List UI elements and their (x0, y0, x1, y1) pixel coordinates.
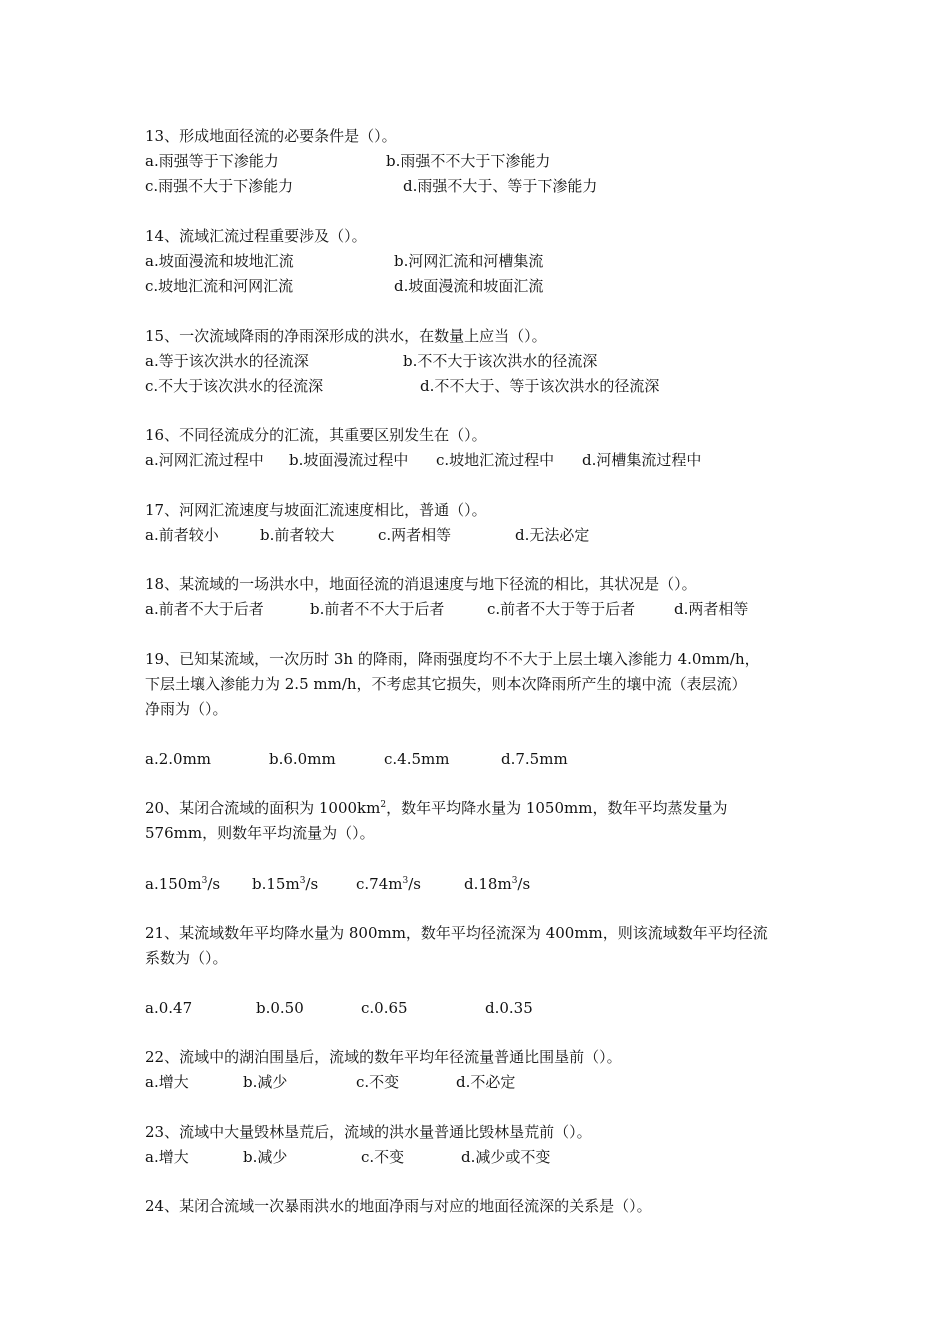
question-20-option-a-pre: a.150m (145, 875, 202, 893)
question-14-option-c: c.坡地汇流和河网汇流 (145, 277, 294, 295)
question-14-stem: 14、流域汇流过程重要涉及（）。 (145, 227, 367, 245)
question-16-option-c: c.坡地汇流过程中 (436, 451, 555, 469)
question-23-option-a: a.增大 (145, 1148, 189, 1166)
question-20-option-a (145, 874, 220, 894)
question-20-option-b-sup: 3 (299, 876, 306, 886)
question-21-line-2: 系数为（）。 (145, 949, 228, 967)
question-16-stem: 16、不同径流成分的汇流，其重要区别发生在（）。 (145, 426, 487, 444)
question-22-option-b: b.减少 (243, 1073, 288, 1091)
question-17-stem: 17、河网汇流速度与坡面汇流速度相比，普通（）。 (145, 501, 487, 519)
question-13-option-a: a.雨强等于下渗能力 (145, 152, 279, 170)
question-22-option-a: a.增大 (145, 1073, 189, 1091)
question-18-option-b: b.前者不不大于后者 (310, 600, 445, 618)
question-14-option-b: b.河网汇流和河槽集流 (394, 252, 544, 270)
question-16-option-d: d.河槽集流过程中 (582, 451, 702, 469)
question-16-option-b: b.坡面漫流过程中 (289, 451, 409, 469)
question-20-option-b-post: /s (305, 875, 319, 893)
question-16-option-a: a.河网汇流过程中 (145, 451, 264, 469)
question-20-option-c-pre: c.74m (356, 875, 403, 893)
question-15-option-a: a.等于该次洪水的径流深 (145, 352, 309, 370)
question-20-option-a-post: /s (207, 875, 221, 893)
question-20-line-1-pre: 20、某闭合流域的面积为 1000km (145, 799, 381, 817)
question-21-option-a: a.0.47 (145, 999, 193, 1017)
question-13-stem: 13、形成地面径流的必要条件是（）。 (145, 127, 397, 145)
question-19-line-1: 19、已知某流域，一次历时 3h 的降雨，降雨强度均不不大于上层土壤入渗能力 4.0mm/h， (145, 650, 760, 668)
question-14-option-d: d.坡面漫流和坡面汇流 (394, 277, 544, 295)
question-13-option-d: d.雨强不大于、等于下渗能力 (403, 177, 598, 195)
question-13-option-b: b.雨强不不大于下渗能力 (386, 152, 551, 170)
question-17-option-c: c.两者相等 (378, 526, 452, 544)
question-19-option-b: b.6.0mm (269, 750, 336, 768)
question-22-option-c: c.不变 (356, 1073, 400, 1091)
question-22-option-d: d.不必定 (456, 1073, 516, 1091)
question-23-stem: 23、流域中大量毁林垦荒后，流域的洪水量普通比毁林垦荒前（）。 (145, 1123, 592, 1141)
question-23-option-d: d.减少或不变 (461, 1148, 551, 1166)
question-21-option-d: d.0.35 (485, 999, 533, 1017)
question-22-stem: 22、流域中的湖泊围垦后，流域的数年平均年径流量普通比围垦前（）。 (145, 1048, 622, 1066)
question-20-line-1-post: ，数年平均降水量为 1050mm，数年平均蒸发量为 (386, 799, 728, 817)
question-20-line-1 (145, 798, 727, 818)
question-21-option-b: b.0.50 (256, 999, 304, 1017)
question-17-option-b: b.前者较大 (260, 526, 335, 544)
question-19-option-a: a.2.0mm (145, 750, 212, 768)
question-19-line-3: 净雨为（）。 (145, 700, 228, 718)
question-19-option-d: d.7.5mm (501, 750, 568, 768)
question-21-line-1: 21、某流域数年平均降水量为 800mm，数年平均径流深为 400mm，则该流域数年平均径流 (145, 924, 768, 942)
question-20-option-c-post: /s (408, 875, 421, 893)
question-24-stem: 24、某闭合流域一次暴雨洪水的地面净雨与对应的地面径流深的关系是（）。 (145, 1197, 652, 1215)
question-20-option-b (252, 874, 318, 894)
question-21-option-c: c.0.65 (361, 999, 408, 1017)
question-13-option-c: c.雨强不大于下渗能力 (145, 177, 294, 195)
question-17-option-a: a.前者较小 (145, 526, 219, 544)
question-20-option-b-pre: b.15m (252, 875, 300, 893)
question-18-option-c: c.前者不大于等于后者 (487, 600, 636, 618)
question-18-option-a: a.前者不大于后者 (145, 600, 264, 618)
question-15-option-b: b.不不大于该次洪水的径流深 (403, 352, 598, 370)
question-20-option-a-sup: 3 (201, 876, 208, 886)
question-15-stem: 15、一次流域降雨的净雨深形成的洪水，在数量上应当（）。 (145, 327, 547, 345)
question-17-option-d: d.无法必定 (515, 526, 590, 544)
question-20-line-2: 576mm，则数年平均流量为（）。 (145, 824, 375, 842)
question-20-option-d-pre: d.18m (464, 875, 512, 893)
question-18-option-d: d.两者相等 (674, 600, 749, 618)
question-15-option-c: c.不大于该次洪水的径流深 (145, 377, 324, 395)
question-23-option-c: c.不变 (361, 1148, 405, 1166)
question-20-option-c (356, 874, 421, 894)
question-19-line-2: 下层土壤入渗能力为 2.5 mm/h，不考虑其它损失，则本次降雨所产生的壤中流（表层流） (145, 675, 747, 693)
question-20-option-d-sup: 3 (511, 876, 518, 886)
question-23-option-b: b.减少 (243, 1148, 288, 1166)
question-20-option-d-post: /s (517, 875, 531, 893)
question-15-option-d: d.不不大于、等于该次洪水的径流深 (420, 377, 660, 395)
question-14-option-a: a.坡面漫流和坡地汇流 (145, 252, 294, 270)
question-18-stem: 18、某流域的一场洪水中，地面径流的消退速度与地下径流的相比，其状况是（）。 (145, 575, 697, 593)
question-20-option-c-sup: 3 (402, 876, 409, 886)
question-20-line-1-sup: 2 (380, 800, 387, 810)
question-19-option-c: c.4.5mm (384, 750, 450, 768)
question-20-option-d (464, 874, 530, 894)
